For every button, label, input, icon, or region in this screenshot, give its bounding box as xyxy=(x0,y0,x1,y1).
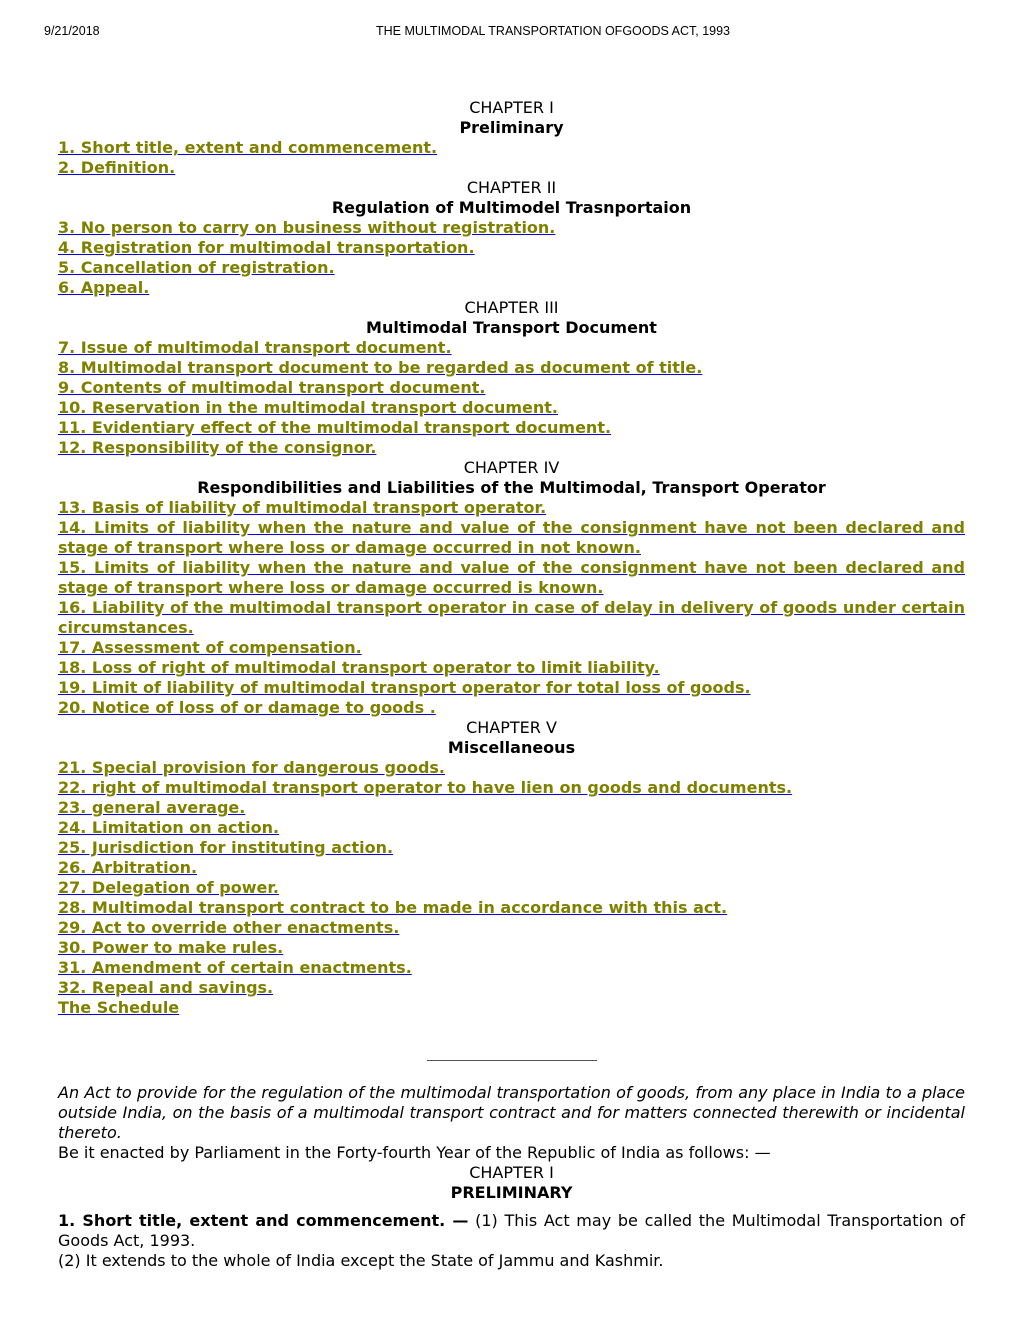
toc-section-link[interactable]: 14. Limits of liability when the nature and value of the consignment have not been declared and stage of transport where loss or damage occurred in not known. xyxy=(58,518,965,557)
document-body xyxy=(58,98,965,1271)
enacting-clause: Be it enacted by Parliament in the Forty-fourth Year of the Republic of India as follows: — xyxy=(58,1143,771,1162)
section-text: (1) This Act may be called the Multimodal Transportation of Goods Act, 1993. xyxy=(58,1211,965,1250)
toc-section-link[interactable]: 27. Delegation of power. xyxy=(58,878,280,897)
subsection-2: (2) It extends to the whole of India except the State of Jammu and Kashmir. xyxy=(58,1251,664,1270)
toc-section-link[interactable]: 24. Limitation on action. xyxy=(58,818,280,837)
toc-section-link[interactable]: 4. Registration for multimodal transportation. xyxy=(58,238,475,257)
toc-section-link[interactable]: 8. Multimodal transport document to be regarded as document of title. xyxy=(58,358,703,377)
print-title: THE MULTIMODAL TRANSPORTATION OFGOODS ACT, 1993 xyxy=(376,24,730,38)
toc-section-link[interactable]: The Schedule xyxy=(58,998,180,1017)
toc-section-link[interactable]: 30. Power to make rules. xyxy=(58,938,284,957)
toc-section-link[interactable]: 7. Issue of multimodal transport document. xyxy=(58,338,452,357)
toc-section-link[interactable]: 17. Assessment of compensation. xyxy=(58,638,362,657)
toc-chapter-heading: CHAPTER II xyxy=(466,178,557,197)
print-date: 9/21/2018 xyxy=(44,24,100,38)
toc-section-link[interactable]: 29. Act to override other enactments. xyxy=(58,918,400,937)
toc-section-link[interactable]: 10. Reservation in the multimodal transport document. xyxy=(58,398,558,417)
preamble: An Act to provide for the regulation of the multimodal transportation of goods, from any place in India to a place outside India, on the basis of a multimodal transport contract and for matters connected therewith or incidental thereto. xyxy=(58,1083,965,1142)
toc-section-link[interactable]: 6. Appeal. xyxy=(58,278,150,297)
toc-section-link[interactable]: 13. Basis of liability of multimodal transport operator. xyxy=(58,498,547,517)
toc-chapter-title: Respondibilities and Liabilities of the Multimodal, Transport Operator xyxy=(197,478,826,497)
chapter-title: PRELIMINARY xyxy=(450,1183,573,1202)
toc-section-link[interactable]: 26. Arbitration. xyxy=(58,858,198,877)
toc-section-link[interactable]: 19. Limit of liability of multimodal transport operator for total loss of goods. xyxy=(58,678,751,697)
toc-chapter-heading: CHAPTER V xyxy=(466,718,557,737)
toc-section-link[interactable]: 20. Notice of loss of or damage to goods . xyxy=(58,698,436,717)
toc-chapter-title: Regulation of Multimodel Trasnportaion xyxy=(331,198,692,217)
toc-section-link[interactable]: 1. Short title, extent and commencement. xyxy=(58,138,438,157)
toc-section-link[interactable]: 25. Jurisdiction for instituting action. xyxy=(58,838,394,857)
toc-section-link[interactable]: 23. general average. xyxy=(58,798,246,817)
table-of-contents xyxy=(58,98,965,1018)
toc-section-link[interactable]: 16. Liability of the multimodal transport operator in case of delay in delivery of goods under certain circumstances. xyxy=(58,598,965,637)
toc-section-link[interactable]: 3. No person to carry on business without registration. xyxy=(58,218,556,237)
toc-chapter-heading: CHAPTER III xyxy=(464,298,559,317)
section-1 xyxy=(58,1211,965,1251)
toc-chapter-title: Miscellaneous xyxy=(447,738,576,757)
toc-section-link[interactable]: 31. Amendment of certain enactments. xyxy=(58,958,412,977)
divider xyxy=(427,1060,597,1061)
toc-section-link[interactable]: 22. right of multimodal transport operator to have lien on goods and documents. xyxy=(58,778,793,797)
toc-chapter-heading: CHAPTER IV xyxy=(463,458,560,477)
toc-chapter-heading: CHAPTER I xyxy=(469,98,554,117)
toc-chapter-title: Multimodal Transport Document xyxy=(366,318,657,337)
toc-section-link[interactable]: 5. Cancellation of registration. xyxy=(58,258,335,277)
toc-section-link[interactable]: 12. Responsibility of the consignor. xyxy=(58,438,377,457)
toc-section-link[interactable]: 28. Multimodal transport contract to be made in accordance with this act. xyxy=(58,898,728,917)
toc-section-link[interactable]: 11. Evidentiary effect of the multimodal transport document. xyxy=(58,418,612,437)
toc-section-link[interactable]: 9. Contents of multimodal transport document. xyxy=(58,378,486,397)
toc-section-link[interactable]: 2. Definition. xyxy=(58,158,176,177)
section-heading: 1. Short title, extent and commencement. — xyxy=(58,1211,469,1230)
toc-section-link[interactable]: 15. Limits of liability when the nature and value of the consignment have not been declared and stage of transport where loss or damage occurred is known. xyxy=(58,558,965,597)
toc-section-link[interactable]: 21. Special provision for dangerous goods. xyxy=(58,758,445,777)
toc-section-link[interactable]: 32. Repeal and savings. xyxy=(58,978,274,997)
toc-section-link[interactable]: 18. Loss of right of multimodal transport operator to limit liability. xyxy=(58,658,660,677)
chapter-heading: CHAPTER I xyxy=(469,1163,554,1182)
toc-chapter-title: Preliminary xyxy=(459,118,564,137)
